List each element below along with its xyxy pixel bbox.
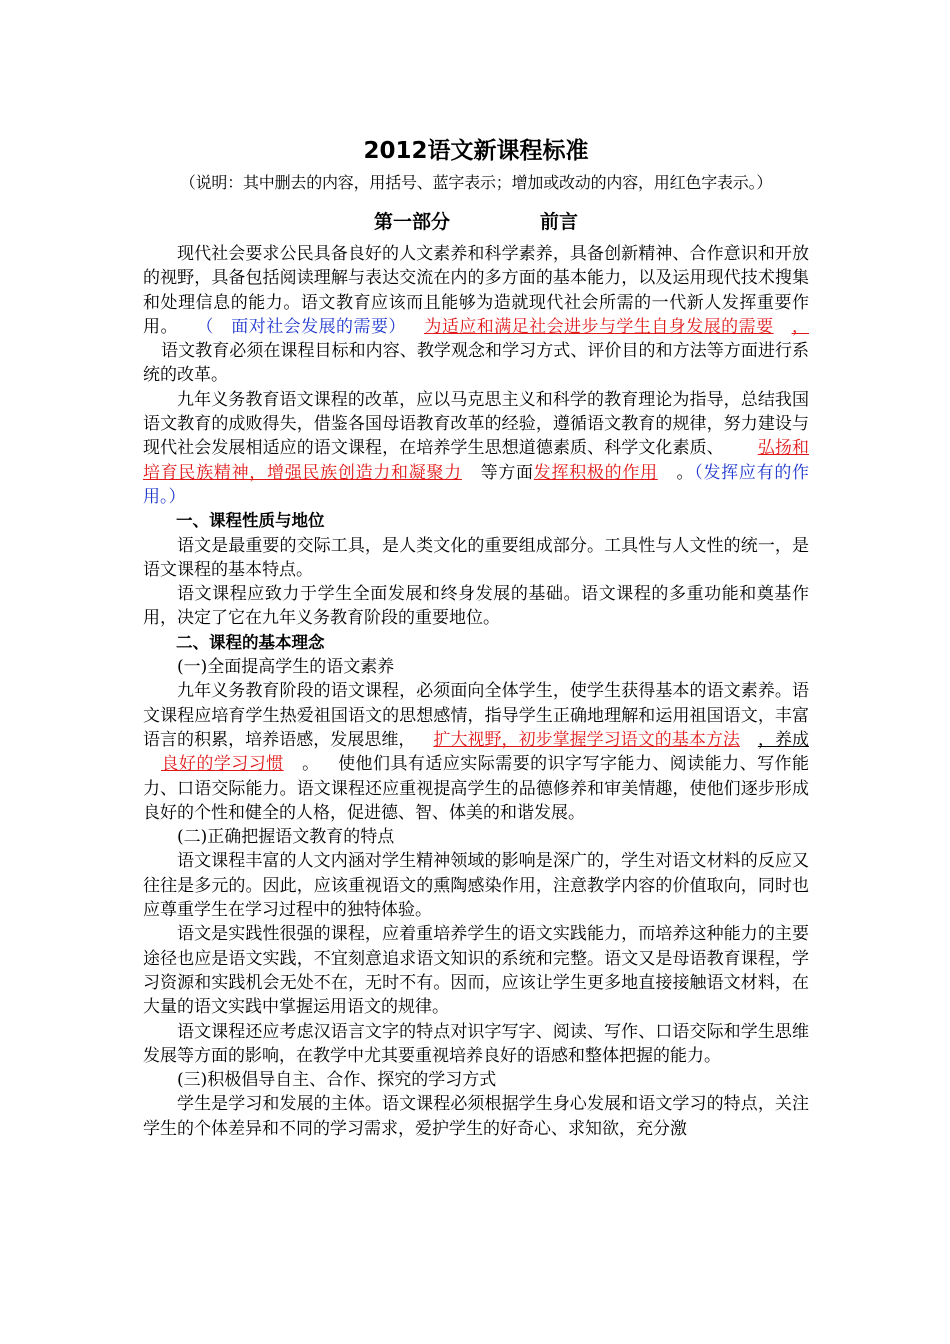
subsection-heading: (三)积极倡导自主、合作、探究的学习方式 (177, 1070, 497, 1091)
text: 。 (675, 462, 695, 483)
section-heading: 二、课程的基本理念 (176, 632, 325, 652)
section-heading: 一、课程性质与地位 (176, 511, 325, 531)
document-page (143, 134, 809, 1141)
subsection-heading: (一)全面提高学生的语文素养 (177, 657, 395, 678)
paragraph (143, 242, 809, 388)
text: 等方面 (479, 462, 534, 483)
text: 语文教育必须在课程目标和内容、教学观念和学习方式、评价目的和方法等方面进行系统的改革。 (143, 341, 809, 386)
deleted-text: （发挥应有的作用。） (143, 462, 810, 507)
subsection-heading: (二)正确把握语文教育的特点 (177, 827, 395, 848)
added-text: 良好的学习习惯 (161, 754, 284, 775)
text: 。 (301, 754, 320, 775)
underlined-text: ， (757, 729, 775, 750)
deleted-text: （ 面对社会发展的需要） (195, 316, 406, 337)
paragraph (143, 388, 809, 509)
added-text: ， (791, 316, 810, 337)
paragraph: 语文是最重要的交际工具，是人类文化的重要组成部分。工具性与人文性的统一，是语文课程的基本特点。 (143, 535, 809, 580)
part-heading (143, 202, 809, 242)
added-text: 为适应和满足社会进步与学生自身发展的需要 (423, 316, 774, 337)
editing-note: （说明：其中删去的内容，用括号、蓝字表示；增加或改动的内容，用红色字表示。） (179, 173, 773, 192)
added-text: 扩大视野，初步掌握学习语文的基本方法 (433, 729, 740, 750)
text: 现代社会要求公民具备良好的人文素养和科学素养，具备创新精神、合作意识和开放的视野，具备包括阅读理解与表达交流在内的多方面的基本能力，以及运用现代技术搜集和处理信息的能力。语文教育应该而且能够为造就现代社会所需的一代新人发挥重要作用。 (143, 244, 809, 337)
part-name: 前言 (540, 211, 579, 233)
part-label: 第一部分 (373, 211, 450, 233)
paragraph (143, 679, 809, 825)
underlined-text: 养成 (774, 729, 810, 750)
document-title: 2012语文新课程标准 (363, 138, 589, 164)
text: 九年义务教育阶段的语文课程，必须面向全体学生，使学生获得基本的语文素养。语文课程应培育学生热爱祖国语文的思想感情，指导学生正确地理解和运用祖国语文，丰富语言的积累，培养语感，发展思维， (143, 681, 809, 750)
paragraph: 语文课程丰富的人文内涵对学生精神领域的影响是深广的，学生对语文材料的反应又往往是多元的。因此，应该重视语文的熏陶感染作用，注意教学内容的价值取向，同时也应尊重学生在学习过程中的独特体验。 (143, 851, 809, 921)
paragraph: 语文课程应致力于学生全面发展和终身发展的基础。语文课程的多重功能和奠基作用，决定了它在九年义务教育阶段的重要地位。 (143, 584, 809, 629)
text: 使他们具有适应实际需要的识字写字能力、阅读能力、写作能力、口语交际能力。语文课程还应重视提高学生的品德修养和审美情趣，使他们逐步形成良好的个性和健全的人格，促进德、智、体美的和谐发展。 (143, 754, 810, 823)
text: 九年义务教育语文课程的改革，应以马克思主义和科学的教育理论为指导，总结我国语文教育的成败得失，借鉴各国母语教育改革的经验，遵循语文教育的规律，努力建设与现代社会发展相适应的语文课程，在培养学生思想道德素质、科学文化素质、 (143, 389, 809, 459)
added-text: 弘扬和培育民族精神，增强民族创造力和凝聚力 (143, 438, 810, 483)
added-text: 发挥积极的作用 (533, 462, 658, 483)
paragraph: 学生是学习和发展的主体。语文课程必须根据学生身心发展和语文学习的特点，关注学生的个体差异和不同的学习需求，爱护学生的好奇心、求知欲，充分激 (143, 1094, 809, 1139)
paragraph: 语文是实践性很强的课程，应着重培养学生的语文实践能力，而培养这种能力的主要途径也应是语文实践，不宜刻意追求语文知识的系统和完整。语文又是母语教育课程，学习资源和实践机会无处不在，无时不有。因而，应该让学生更多地直接接触语文材料，在大量的语文实践中掌握运用语文的规律。 (143, 924, 809, 1018)
paragraph: 语文课程还应考虑汉语言文字的特点对识字写字、阅读、写作、口语交际和学生思维发展等方面的影响，在教学中尤其要重视培养良好的语感和整体把握的能力。 (143, 1021, 809, 1066)
